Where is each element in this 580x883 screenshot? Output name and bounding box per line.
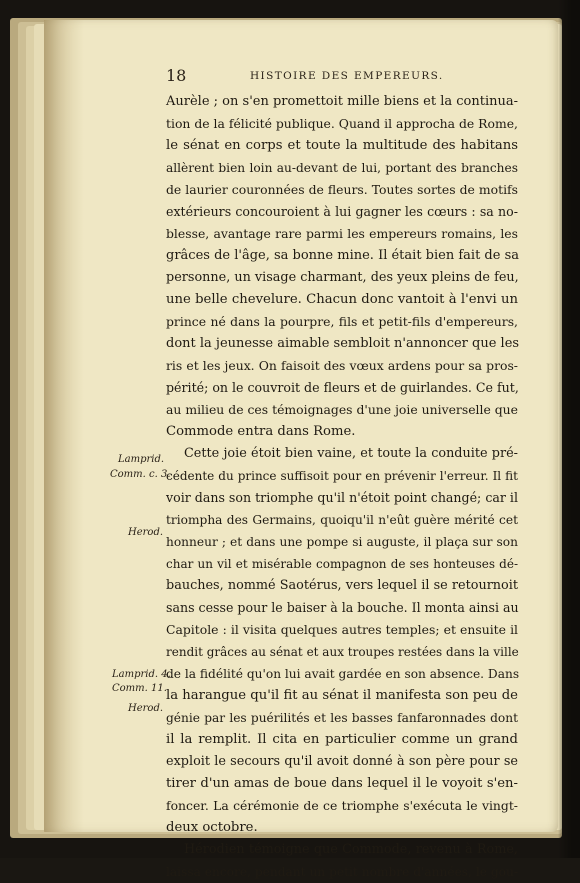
margin-note: Lamprid. [118,454,165,465]
text-line: Capitole : il visita quelques autres temples; et ensuite il [166,622,518,637]
text-line: une belle chevelure. Chacun donc vantoit à l'envi un [166,292,518,307]
margin-note: Lamprid. 4. [112,669,171,680]
text-line: tirer d'un amas de boue dans lequel il le voyoit s'en- [166,776,518,791]
margin-note: Herod. [128,527,164,538]
text-line: la harangue qu'il fit au sénat il manifesta son peu de [166,688,518,703]
text-line: rendit grâces au sénat et aux troupes restées dans la ville [166,645,519,659]
text-line: allèrent bien loin au-devant de lui, portant des branches [166,161,518,175]
text-line: périté; on le couvroit de fleurs et de guirlandes. Ce fut, [166,380,519,395]
text-line: au milieu de ces témoignages d'une joie universelle que [166,402,518,417]
margin-note: Comm. 11. [112,683,167,694]
text-line: dont la jeunesse aimable sembloit n'annoncer que les [166,336,520,351]
text-line: laissa encore, pendant un petit nombre d'années, le gou- [166,865,518,879]
gutter-stain [44,20,84,832]
text-line: honneur ; et dans une pompe si auguste, il plaça sur son [166,535,518,549]
text-line: il la remplit. Il cita en particulier comme un grand [166,732,518,747]
text-line: voir dans son triomphe qu'il n'étoit point changé; car il [166,490,518,505]
text-line: Aurèle ; on s'en promettoit mille biens et la continua- [166,94,518,109]
text-line: exploit le secours qu'il avoit donné à son père pour se [166,754,518,769]
running-head: HISTOIRE DES EMPEREURS. [250,70,444,82]
text-line: Commode entra dans Rome. [166,424,356,439]
text-line: génie par les puérilités et les basses fanfaronnades dont [166,711,518,725]
text-line: personne, un visage charmant, des yeux pleins de feu, [166,270,519,285]
page-number: 18 [166,66,187,85]
text-line: triompha des Germains, quoiqu'il n'eût guère mérité cet [166,513,518,527]
text-line: extérieurs concouroient à lui gagner les cœurs : sa no- [166,204,518,219]
text-line: de laurier couronnées de fleurs. Toutes sortes de motifs [166,182,518,197]
text-line: sans cesse pour le baiser à la bouche. Il monta ainsi au [166,600,519,615]
text-line: bauches, nommé Saotérus, vers lequel il se retournoit [166,578,518,593]
margin-note: Herod. [128,703,164,714]
text-line: char un vil et misérable compagnon de ses honteuses dé- [166,557,518,571]
text-line: grâces de l'âge, sa bonne mine. Il était bien fait de sa [166,248,519,263]
text-line: ris et les jeux. On faisoit des vœux ardens pour sa pros- [166,358,518,373]
text-line: deux octobre. [166,820,258,835]
page-header [166,66,530,88]
text-line: de la fidélité qu'on lui avait gardée en son absence. Dans [166,667,520,681]
text-line: Cette joie étoit bien vaine, et toute la conduite pré- [184,446,518,461]
text-line: tion de la félicité publique. Quand il approcha de Rome, [166,116,518,131]
text-line: cédente du prince suffisoit pour en prévenir l'erreur. Il fit [166,469,518,483]
text-line: le sénat en corps et toute la multitude des habitans [166,138,518,153]
text-line: foncer. La cérémonie de ce triomphe s'exécuta le vingt- [166,798,518,813]
text-line: prince né dans la pourpre, fils et petit-fils d'empereurs, [166,314,518,329]
text-line: Hérodien témoigne que Commode, revenu à Rome, [184,842,518,857]
scan-background-edge [558,0,580,858]
margin-note: Comm. c. 3. [110,469,171,480]
text-line: blesse, avantage rare parmi les empereurs romains, les [166,226,518,241]
